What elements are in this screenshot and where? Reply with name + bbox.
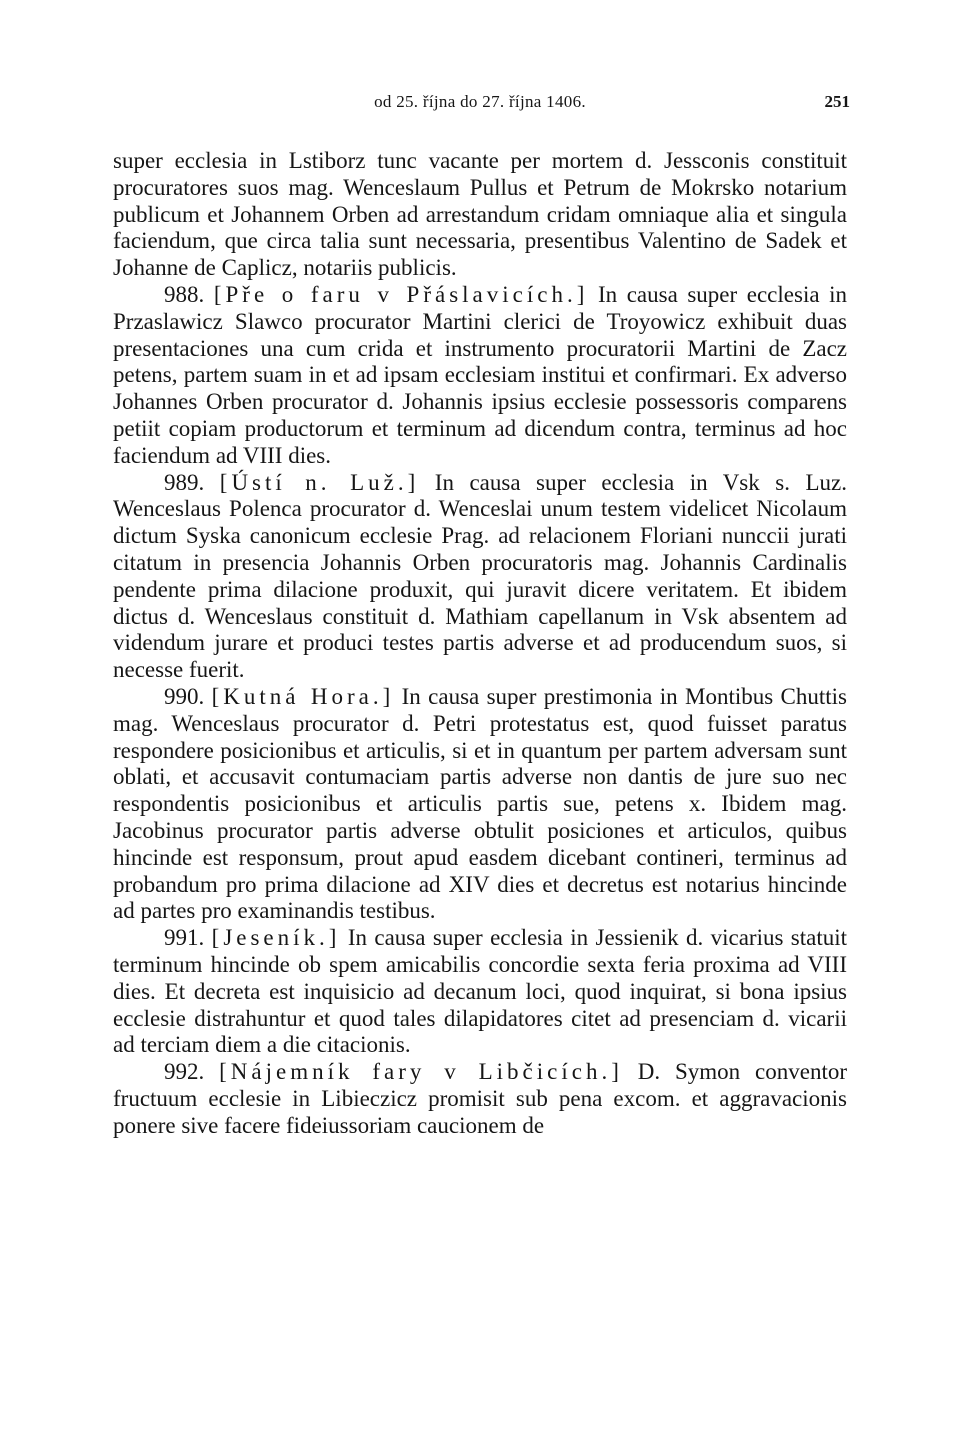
entry-text: D. Symon conventor fructuum ecclesie in Libieczicz promisit sub pena excom. et aggravacionis ponere sive facere fideiussoriam caucionem de (113, 1059, 847, 1138)
entry-heading: [Kutná Hora.] (211, 683, 395, 709)
entry-heading: [Jeseník.] (211, 925, 341, 951)
entry-989 (113, 470, 847, 684)
entry-heading: [Ústí n. Luž.] (219, 469, 420, 495)
entry-heading: [Pře o faru v Přáslavicích.] (213, 281, 589, 307)
entry-992 (113, 1059, 847, 1139)
entry-number: 989. (164, 469, 205, 495)
entry-text: In causa super ecclesia in Jessienik d. vicarius statuit terminum hincinde ob spem amicabilis concordie sexta feria proxima ad VIII dies. Et decreta est inquisicio ad decanum loci, quod inquirat, si bona ipsius ecclesie distrahuntur et quod tales dilapidatores citet ad presenciam d. vicarii ad terciam diem a die citacionis. (113, 925, 848, 1058)
entry-991 (113, 925, 847, 1059)
entry-988 (113, 282, 847, 470)
entry-text: In causa super ecclesia in Przaslawicz Slawco procurator Martini clerici de Troyowicz exhibuit duas presentaciones una cum crida et instrumento procuratorii Martini de Zacz petens, partem suam in et ad ipsam ecclesiam institui et confirmari. Ex adverso Johannes Orben procurator d. Johannis ipsius ecclesie possessoris comparens petiit copiam productorum et terminum ad dicendum contra, terminus ad hoc faciendum ad VIII dies. (113, 281, 848, 468)
entry-990 (113, 684, 847, 925)
entry-text: In causa super prestimonia in Montibus Chuttis mag. Wenceslaus procurator d. Petri protestatus est, quod fuisset paratus respondere posicionibus et articulis, si et in quantum per partem adversam sunt oblati, et accusavit contumaciam partis adverse non dantis de jure suo nec respondentis posicionibus et articulis partis sue, petens x. Ibidem mag. Jacobinus procurator partis adverse obtulit posiciones et articulos, quibus hincinde est responsum, prout apud easdem dicebant contineri, terminus ad probandum pro prima dilacione ad XIV dies et decretus est notarius hincinde ad partes pro examinandis testibus. (113, 683, 847, 924)
running-title: od 25. října do 27. října 1406. (374, 92, 586, 111)
body-text (113, 148, 847, 1139)
entry-number: 992. (164, 1059, 205, 1085)
page-number: 251 (824, 92, 850, 111)
entry-heading: [Nájemník fary v Libčicích.] (219, 1059, 623, 1085)
entry-number: 990. (164, 683, 205, 709)
entry-number: 991. (164, 925, 205, 951)
entry-text: In causa super ecclesia in Vsk s. Luz. Wenceslaus Polenca procurator d. Wenceslai unum testem videlicet Nicolaum dictum Syska canonicum ecclesie Prag. ad relacionem Floriani nunccii jurati citatum in presencia Johannis Orben procuratoris mag. Johannis Cardinalis pendente prima dilacione produxit, qui juravit dicere veritatem. Et ibidem dictus d. Wenceslaus constituit d. Mathiam capellanum in Vsk absentem ad videndum jurare et produci testes partis adverse et ad producendum suos, si necesse fuerit. (113, 469, 848, 683)
continuation-paragraph: super ecclesia in Lstiborz tunc vacante per mortem d. Jessconis constituit procuratores suos mag. Wenceslaum Pullus et Petrum de Mokrsko notarium publicum et Johannem Orben ad arrestandum cridam omniaque alia et singula faciendum, que circa talia sunt necessaria, presentibus Valentino de Sadek et Johanne de Caplicz, notariis publicis. (113, 148, 847, 281)
running-head (110, 92, 850, 116)
entry-number: 988. (164, 281, 205, 307)
